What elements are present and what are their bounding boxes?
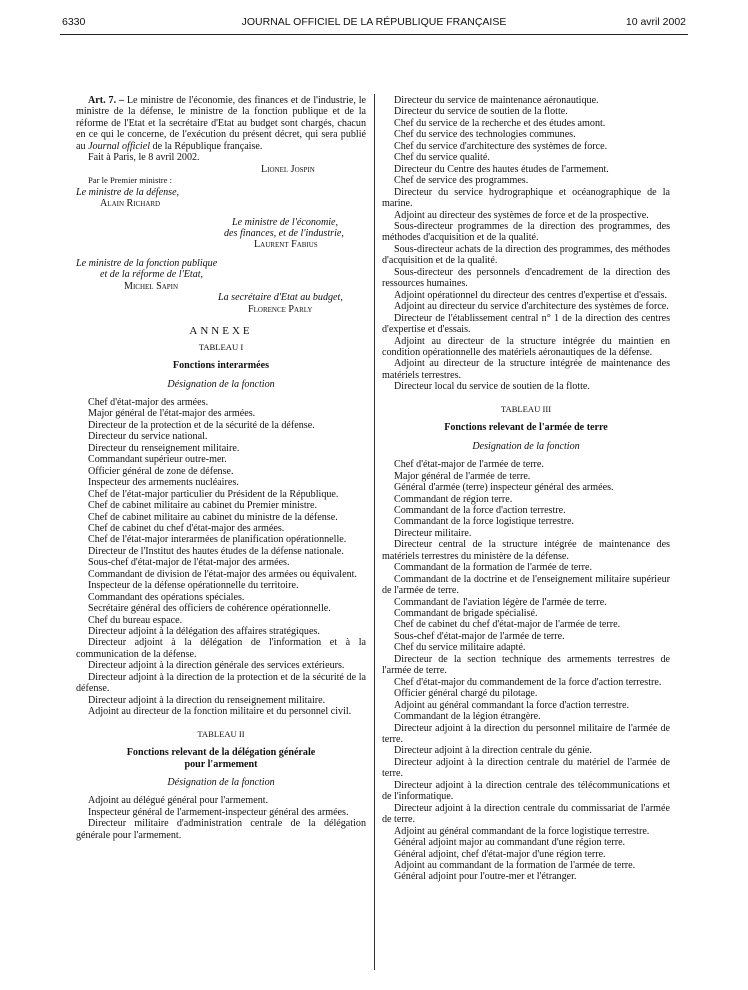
list-item: Adjoint au directeur des systèmes de force et de la prospective. xyxy=(394,209,649,221)
right-column xyxy=(382,95,670,883)
list-item: Directeur du service de maintenance aéronautique. xyxy=(394,95,599,106)
list-item: Directeur adjoint à la direction de la protection et de la sécurité de la défense. xyxy=(76,671,366,695)
list-item: Directeur adjoint à la direction centrale des télécommunications et de l'informatique. xyxy=(382,779,670,803)
list-item: Directeur de la protection et de la sécurité de la défense. xyxy=(88,419,315,431)
tableau-2-list-continued xyxy=(382,95,670,393)
article-text: Le ministre de l'économie, des finances et de l'industrie, le ministre de la défense, le ministre de la fonction publique et de la réforme de l'Etat et la secrétaire d'Etat au budget sont chargés, chacun en ce qui le concerne, de l'exécution du présent décret, qui sera publié au xyxy=(76,95,366,152)
list-item: Commandant de la légion étrangère. xyxy=(394,711,541,723)
list-item: Chef de service des programmes. xyxy=(394,175,529,187)
list-item: Directeur adjoint à la direction centrale du commissariat de l'armée de terre. xyxy=(382,802,670,826)
tableau-1-title: Fonctions interarmées xyxy=(172,360,270,372)
issue-date: 10 avril 2002 xyxy=(625,16,686,28)
list-item: Inspecteur des armements nucléaires. xyxy=(88,477,239,489)
tableau-2-label: TABLEAU II xyxy=(197,728,245,739)
list-item: Directeur central de la structure intégrée de maintenance des matériels terrestres du ministère de la défense. xyxy=(382,539,670,562)
list-item: Adjoint au commandant de la formation de l'armée de terre. xyxy=(394,860,636,871)
tableau-3-title: Fonctions relevant de l'armée de terre xyxy=(444,422,608,434)
list-item: Directeur militaire d'administration centrale de la délégation générale pour l'armement. xyxy=(76,818,366,841)
defense-minister-title: Le ministre de la défense, xyxy=(76,186,180,198)
list-item: Sous-chef d'état-major de l'état-major des armées. xyxy=(88,557,290,569)
list-item: Commandant supérieur outre-mer. xyxy=(88,454,227,466)
list-item: Chef du service de la recherche et des études amont. xyxy=(394,117,606,129)
economy-minister-title-1: Le ministre de l'économie, xyxy=(232,216,339,228)
list-item: Chef de l'état-major interarmées de planification opérationnelle. xyxy=(88,534,347,546)
fp-minister-name: Michel Sapin xyxy=(124,280,179,292)
fait-a-paris: Fait à Paris, le 8 avril 2002. xyxy=(88,152,200,164)
list-item: Sous-chef d'état-major de l'armée de terre. xyxy=(394,630,565,642)
list-item: Directeur du service hydrographique et océanographique de la marine. xyxy=(382,186,670,210)
list-item: Directeur adjoint à la direction centrale du matériel de l'armée de terre. xyxy=(382,756,670,780)
list-item: Directeur adjoint à la délégation des affaires stratégiques. xyxy=(88,626,320,638)
par-le-premier-ministre: Par le Premier ministre : xyxy=(88,175,173,186)
tableau-3-label: TABLEAU III xyxy=(500,403,552,414)
list-item: Sous-directeur achats de la direction des programmes, des méthodes d'acquisition et de la qualité. xyxy=(382,243,670,267)
list-item: Directeur adjoint à la délégation de l'information et à la communication de la défense. xyxy=(76,637,366,660)
list-item: Commandant de région terre. xyxy=(394,493,513,505)
list-item: Adjoint au directeur du service d'architecture des systèmes de force. xyxy=(394,301,669,313)
list-item: Officier général chargé du pilotage. xyxy=(394,688,538,700)
article-label: Art. 7. – xyxy=(88,95,125,106)
economy-minister-title-2: des finances, et de l'industrie, xyxy=(224,227,344,239)
journal-title: JOURNAL OFFICIEL DE LA RÉPUBLIQUE FRANÇAISE xyxy=(241,16,507,28)
list-item: Adjoint au directeur de la structure intégrée de maintenance des matériels terrestres. xyxy=(382,358,670,381)
list-item: Directeur de l'Institut des hautes études de la défense nationale. xyxy=(88,545,344,557)
tableau-2-title-line-1: Fonctions relevant de la délégation générale xyxy=(126,747,316,759)
article-text-end: de la République française. xyxy=(152,140,263,152)
annexe-heading: ANNEXE xyxy=(189,325,253,338)
list-item: Chef de l'état-major particulier du Président de la République. xyxy=(88,488,339,500)
list-item: Chef d'état-major de l'armée de terre. xyxy=(394,459,544,471)
list-item: Chef d'état-major du commandement de la force d'action terrestre. xyxy=(394,676,662,688)
list-item: Chef du service qualité. xyxy=(394,152,490,164)
list-item: Adjoint au général commandant la force d'action terrestre. xyxy=(394,699,629,711)
tableau-3-list xyxy=(382,459,670,883)
fp-minister-title-1: Le ministre de la fonction publique xyxy=(76,257,218,269)
fp-minister-title-2: et de la réforme de l'Etat, xyxy=(100,269,204,281)
budget-secretary-title: La secrétaire d'Etat au budget, xyxy=(218,292,343,304)
list-item: Secrétaire général des officiers de cohérence opérationnelle. xyxy=(88,603,331,615)
list-item: Adjoint au directeur de la structure intégrée du maintien en condition opérationnelle des matériels aéronautiques de la défense. xyxy=(382,335,670,358)
list-item: Général d'armée (terre) inspecteur général des armées. xyxy=(394,482,614,494)
tableau-2-subtitle: Désignation de la fonction xyxy=(167,777,275,789)
list-item: Chef de cabinet du chef d'état-major des armées. xyxy=(88,522,285,534)
list-item: Chef du service militaire adapté. xyxy=(394,642,526,654)
list-item: Commandant de brigade spécialisé. xyxy=(394,608,538,620)
list-item: Directeur local du service de soutien de la flotte. xyxy=(394,381,590,393)
list-item: Inspecteur général de l'armement-inspecteur général des armées. xyxy=(88,806,349,818)
left-column xyxy=(76,95,366,841)
list-item: Commandant de division de l'état-major des armées ou équivalent. xyxy=(88,568,357,580)
list-item: Directeur de l'établissement central n° 1 de la direction des centres d'expertise et d'essais. xyxy=(382,312,670,336)
pm-signature: Lionel Jospin xyxy=(261,163,315,175)
list-item: Directeur adjoint à la direction du renseignement militaire. xyxy=(88,694,326,706)
list-item: Directeur du service de soutien de la flotte. xyxy=(394,106,568,118)
list-item: Commandant de la doctrine et de l'enseignement militaire supérieur de l'armée de terre. xyxy=(382,573,670,597)
list-item: Chef du bureau espace. xyxy=(88,614,183,626)
list-item: Chef du service des technologies communes. xyxy=(394,129,576,141)
list-item: Directeur de la section technique des armements terrestres de l'armée de terre. xyxy=(382,653,670,677)
list-item: Commandant de l'aviation légère de l'armée de terre. xyxy=(394,596,607,608)
list-item: Commandant des opérations spéciales. xyxy=(88,591,245,603)
column-divider xyxy=(374,94,375,970)
page-header xyxy=(62,14,686,32)
list-item: Sous-directeur programmes de la direction des programmes, des méthodes d'acquisition et de la qualité. xyxy=(382,220,670,244)
list-item: Chef de cabinet militaire au cabinet du ministre de la défense. xyxy=(88,511,338,523)
list-item: Directeur du service national. xyxy=(88,431,208,443)
list-item: Adjoint au directeur de la fonction militaire et du personnel civil. xyxy=(88,706,352,718)
list-item: Général adjoint, chef d'état-major d'une région terre. xyxy=(394,848,606,860)
list-item: Major général de l'armée de terre. xyxy=(394,470,531,482)
article-text-italic: Journal officiel xyxy=(88,140,151,152)
list-item: Directeur adjoint à la direction générale des services extérieurs. xyxy=(88,660,345,672)
list-item: Major général de l'état-major des armées. xyxy=(88,408,256,420)
tableau-2-title-line-2: pour l'armement xyxy=(184,758,258,770)
list-item: Adjoint opérationnel du directeur des centres d'expertise et d'essais. xyxy=(394,289,667,301)
list-item: Directeur adjoint à la direction centrale du génie. xyxy=(394,745,592,757)
list-item: Chef d'état-major des armées. xyxy=(88,396,209,408)
list-item: Directeur adjoint à la direction du personnel militaire de l'armée de terre. xyxy=(382,722,670,746)
list-item: Directeur du renseignement militaire. xyxy=(88,442,240,454)
list-item: Adjoint au délégué général pour l'armement. xyxy=(88,795,269,807)
tableau-1-list xyxy=(76,397,366,718)
tableau-2-list xyxy=(76,795,366,841)
tableau-1-label: TABLEAU I xyxy=(198,341,244,352)
economy-minister-name: Laurent Fabius xyxy=(254,239,318,251)
list-item: Commandant de la force logistique terrestre. xyxy=(394,516,574,528)
tableau-1-subtitle: Désignation de la fonction xyxy=(167,378,275,390)
list-item: Inspecteur de la défense opérationnelle du territoire. xyxy=(88,580,299,592)
header-rule xyxy=(60,34,688,35)
page-number: 6330 xyxy=(62,16,86,28)
article-7 xyxy=(76,95,366,152)
list-item: Chef de cabinet militaire au cabinet du Premier ministre. xyxy=(88,500,317,512)
list-item: Général adjoint major au commandant d'une région terre. xyxy=(394,837,626,849)
list-item: Sous-directeur des personnels d'encadrement de la direction des ressources humaines. xyxy=(382,266,670,290)
list-item: Commandant de la force d'action terrestre. xyxy=(394,504,566,516)
budget-secretary-name: Florence Parly xyxy=(248,303,313,315)
list-item: Commandant de la formation de l'armée de terre. xyxy=(394,562,593,574)
list-item: Adjoint au général commandant de la force logistique terrestre. xyxy=(394,825,650,837)
defense-minister-name: Alain Richard xyxy=(100,198,161,210)
list-item: Directeur militaire. xyxy=(394,527,472,539)
list-item: Directeur du Centre des hautes études de l'armement. xyxy=(394,163,609,175)
list-item: Chef de cabinet du chef d'état-major de l'armée de terre. xyxy=(394,619,621,631)
list-item: Officier général de zone de défense. xyxy=(88,465,234,477)
tableau-3-subtitle: Designation de la fonction xyxy=(472,440,580,452)
list-item: Chef du service d'architecture des systèmes de force. xyxy=(394,140,608,152)
list-item: Général adjoint pour l'outre-mer et l'étranger. xyxy=(394,871,577,883)
